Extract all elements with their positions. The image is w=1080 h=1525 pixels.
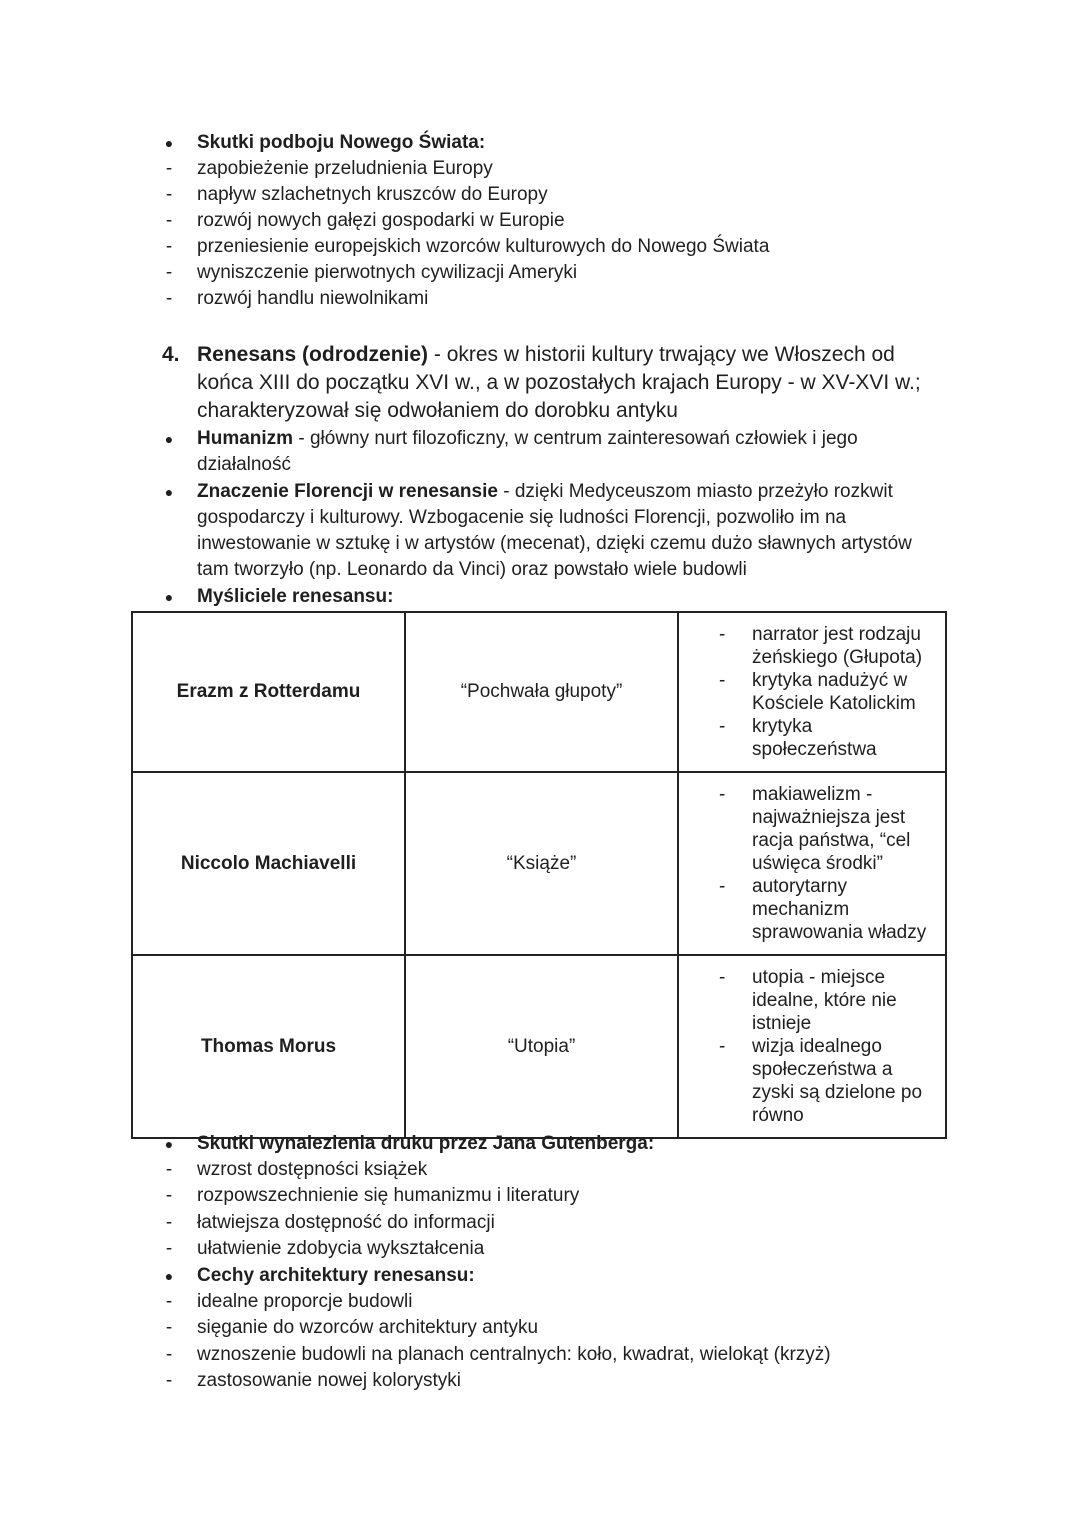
- architecture-heading: Cechy architektury renesansu:: [197, 1265, 475, 1286]
- florence-line-1: Znaczenie Florencji w renesansie - dzięki Medyceuszom miasto przeżyło rozkwit: [197, 481, 893, 502]
- section-number: 4.: [162, 343, 180, 366]
- dash-icon: -: [165, 158, 173, 179]
- table-row: [132, 612, 946, 772]
- table-row: [132, 772, 946, 955]
- conquest-heading: Skutki podboju Nowego Świata:: [197, 132, 486, 153]
- dash-icon: -: [165, 236, 173, 257]
- thinker-notes: [678, 612, 946, 772]
- thinker-work: “Książe”: [405, 772, 678, 955]
- bullet-icon: ●: [164, 431, 174, 447]
- humanism-line-1: Humanizm - główny nurt filozoficzny, w centrum zainteresowań człowiek i jego: [197, 428, 858, 449]
- thinker-name: Erazm z Rotterdamu: [132, 612, 405, 772]
- dash-icon: -: [165, 1291, 173, 1312]
- dash-icon: -: [165, 210, 173, 231]
- dash-icon: -: [165, 262, 173, 283]
- thinkers-table: [131, 611, 947, 1139]
- florence-line-3: inwestowanie w sztukę i w artystów (mecenat), dzięki czemu dużo sławnych artystów: [197, 533, 912, 554]
- thinker-work: “Utopia”: [405, 955, 678, 1138]
- list-item: przeniesienie europejskich wzorców kulturowych do Nowego Świata: [197, 236, 770, 257]
- thinker-name: Niccolo Machiavelli: [132, 772, 405, 955]
- thinker-name: Thomas Morus: [132, 955, 405, 1138]
- note-item: - krytyka nadużyć w Kościele Katolickim: [679, 669, 935, 715]
- table-row: [132, 955, 946, 1138]
- bullet-icon: ●: [164, 135, 174, 151]
- dash-icon: -: [165, 1370, 173, 1391]
- bullet-icon: ●: [164, 484, 174, 500]
- note-item: - narrator jest rodzaju żeńskiego (Głupota): [679, 623, 935, 669]
- renaissance-definition-line-2: końca XIII do początku XVI w., a w pozostałych krajach Europy - w XV-XVI w.;: [197, 371, 921, 394]
- list-item: ułatwienie zdobycia wykształcenia: [197, 1238, 485, 1259]
- renaissance-definition-line-1: Renesans (odrodzenie) - okres w historii kultury trwający we Włoszech od: [197, 343, 895, 366]
- thinkers-heading: Myśliciele renesansu:: [197, 586, 394, 607]
- dash-icon: -: [165, 288, 173, 309]
- list-item: rozwój nowych gałęzi gospodarki w Europie: [197, 210, 565, 231]
- list-item: napływ szlachetnych kruszców do Europy: [197, 184, 548, 205]
- thinker-notes: [678, 955, 946, 1138]
- list-item: rozpowszechnienie się humanizmu i literatury: [197, 1185, 580, 1206]
- dash-icon: -: [165, 1317, 173, 1338]
- list-item: sięganie do wzorców architektury antyku: [197, 1317, 539, 1338]
- renaissance-definition-line-3: charakteryzował się odwołaniem do dorobku antyku: [197, 399, 678, 422]
- dash-icon: -: [165, 184, 173, 205]
- list-item: wyniszczenie pierwotnych cywilizacji Ameryki: [197, 262, 578, 283]
- note-item: - krytyka społeczeństwa: [679, 715, 935, 761]
- bullet-icon: ●: [164, 589, 174, 605]
- list-item: łatwiejsza dostępność do informacji: [197, 1212, 495, 1233]
- list-item: zapobieżenie przeludnienia Europy: [197, 158, 493, 179]
- note-item: - autorytarny mechanizm sprawowania władzy: [679, 875, 935, 944]
- thinker-work: “Pochwała głupoty”: [405, 612, 678, 772]
- list-item: wzrost dostępności książek: [197, 1159, 428, 1180]
- dash-icon: -: [165, 1344, 173, 1365]
- thinker-notes: [678, 772, 946, 955]
- dash-icon: -: [165, 1238, 173, 1259]
- note-item: - utopia - miejsce idealne, które nie istnieje: [679, 966, 935, 1035]
- bullet-icon: ●: [164, 1136, 174, 1152]
- print-heading: Skutki wynalezienia druku przez Jana Gutenberga:: [197, 1133, 655, 1154]
- list-item: rozwój handlu niewolnikami: [197, 288, 429, 309]
- list-item: wznoszenie budowli na planach centralnych: koło, kwadrat, wielokąt (krzyż): [197, 1344, 831, 1365]
- dash-icon: -: [165, 1159, 173, 1180]
- dash-icon: -: [165, 1212, 173, 1233]
- bullet-icon: ●: [164, 1268, 174, 1284]
- list-item: idealne proporcje budowli: [197, 1291, 413, 1312]
- note-item: - wizja idealnego społeczeństwa a zyski są dzielone po równo: [679, 1035, 935, 1127]
- dash-icon: -: [165, 1185, 173, 1206]
- florence-line-4: tam tworzyło (np. Leonardo da Vinci) oraz powstało wiele budowli: [197, 559, 747, 580]
- note-item: - makiawelizm - najważniejsza jest racja państwa, “cel uświęca środki”: [679, 783, 935, 875]
- list-item: zastosowanie nowej kolorystyki: [197, 1370, 462, 1391]
- humanism-line-2: działalność: [197, 454, 291, 475]
- florence-line-2: gospodarczy i kulturowy. Wzbogacenie się ludności Florencji, pozwoliło im na: [197, 507, 847, 528]
